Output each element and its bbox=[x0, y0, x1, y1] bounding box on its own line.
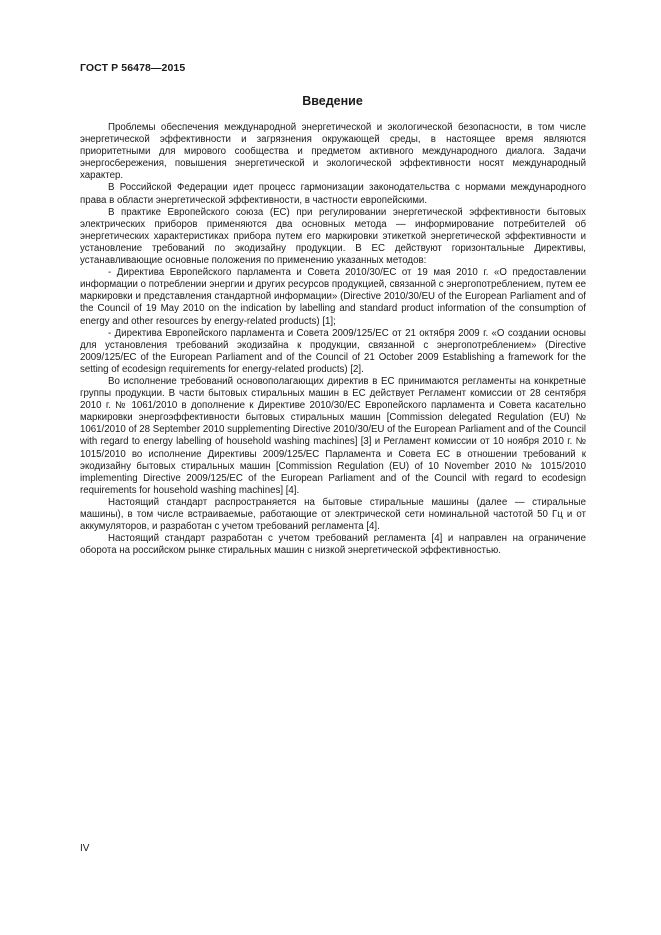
paragraph-3: В практике Европейского союза (ЕС) при регулировании энергетической эффективности бытовых электрических приборов применяются два основных метода — информирование потребителей об энергетических характеристиках прибора путем его маркировки этикеткой энергетической эффективности и установление требований по экодизайну продукции. В ЕС действуют горизонтальные Директивы, устанавливающие основные положения по применению указанных методов: bbox=[80, 206, 586, 267]
paragraph-8: Настоящий стандарт разработан с учетом требований регламента [4] и направлен на ограничение оборота на российском рынке стиральных машин с низкой энергетической эффективностью. bbox=[80, 533, 586, 557]
standard-header: ГОСТ Р 56478—2015 bbox=[80, 62, 186, 74]
paragraph-6: Во исполнение требований основополагающих директив в ЕС принимаются регламенты на конкретные группы продукции. В части бытовых стиральных машин в ЕС действует Регламент комиссии от 28 сентября 2010 г. № 1061/2010 в дополнение к Директиве 2010/30/ЕС Европейского парламента и Совета касательно маркировки энергоэффективности бытовых стиральных машин [Commission delegated Regulation (EU) № 1061/2010 of 28 September 2010 supplementing Directive 2010/30/EU of the European Parliament and of the Council with regard to energy labelling of household washing machines] [3] и Регламент комиссии от 10 ноября 2010 г. № 1015/2010 во исполнение Директивы 2009/125/ЕС Парламента и Совета ЕС в отношении требований к экодизайну бытовых стиральных машин [Commission Regulation (EU) of 10 November 2010 № 1015/2010 implementing Directive 2009/125/EC of the European Parliament and of the Council with regard to ecodesign requirements for household washing machines] [4]. bbox=[80, 375, 586, 496]
page-number: IV bbox=[80, 843, 90, 854]
paragraph-7: Настоящий стандарт распространяется на бытовые стиральные машины (далее — стиральные машины), в том числе встраиваемые, работающие от электрической сети номинальной частотой 50 Гц и от аккумуляторов, и разработан с учетом требований регламента [4]. bbox=[80, 496, 586, 533]
paragraph-1: Проблемы обеспечения международной энергетической и экологической безопасности, в том числе энергетической эффективности и загрязнения окружающей среды, в настоящее время являются приоритетными для мирового сообщества и предметом активного международного диалога. Задачи энергосбережения, повышения энергетической и экологической эффективности носят международный характер. bbox=[80, 122, 586, 182]
paragraph-4: - Директива Европейского парламента и Совета 2010/30/ЕС от 19 мая 2010 г. «О предоставлении информации о потреблении энергии и других ресурсов продукцией, связанной с энергопотреблением, путем ее маркировки и представления стандартной информации» (Directive 2010/30/EU of the European Parliament and of the Council of 19 May 2010 on the indication by labelling and standard product information of the consumption of energy and other resources by energy-related products) [1]; bbox=[80, 267, 586, 327]
section-title: Введение bbox=[302, 94, 363, 108]
document-body bbox=[80, 122, 586, 557]
paragraph-5: - Директива Европейского парламента и Совета 2009/125/ЕС от 21 октября 2009 г. «О создании основы для установления требований экодизайна к продукции, связанной с энергопотреблением» (Directive 2009/125/EC of the European Parliament and of the Council of 21 October 2009 Establishing a framework for the setting of ecodesign requirements for energy-related products) [2]. bbox=[80, 327, 586, 375]
paragraph-2: В Российской Федерации идет процесс гармонизации законодательства с нормами международного права в области энергетической эффективности, в частности европейскими. bbox=[80, 182, 586, 206]
